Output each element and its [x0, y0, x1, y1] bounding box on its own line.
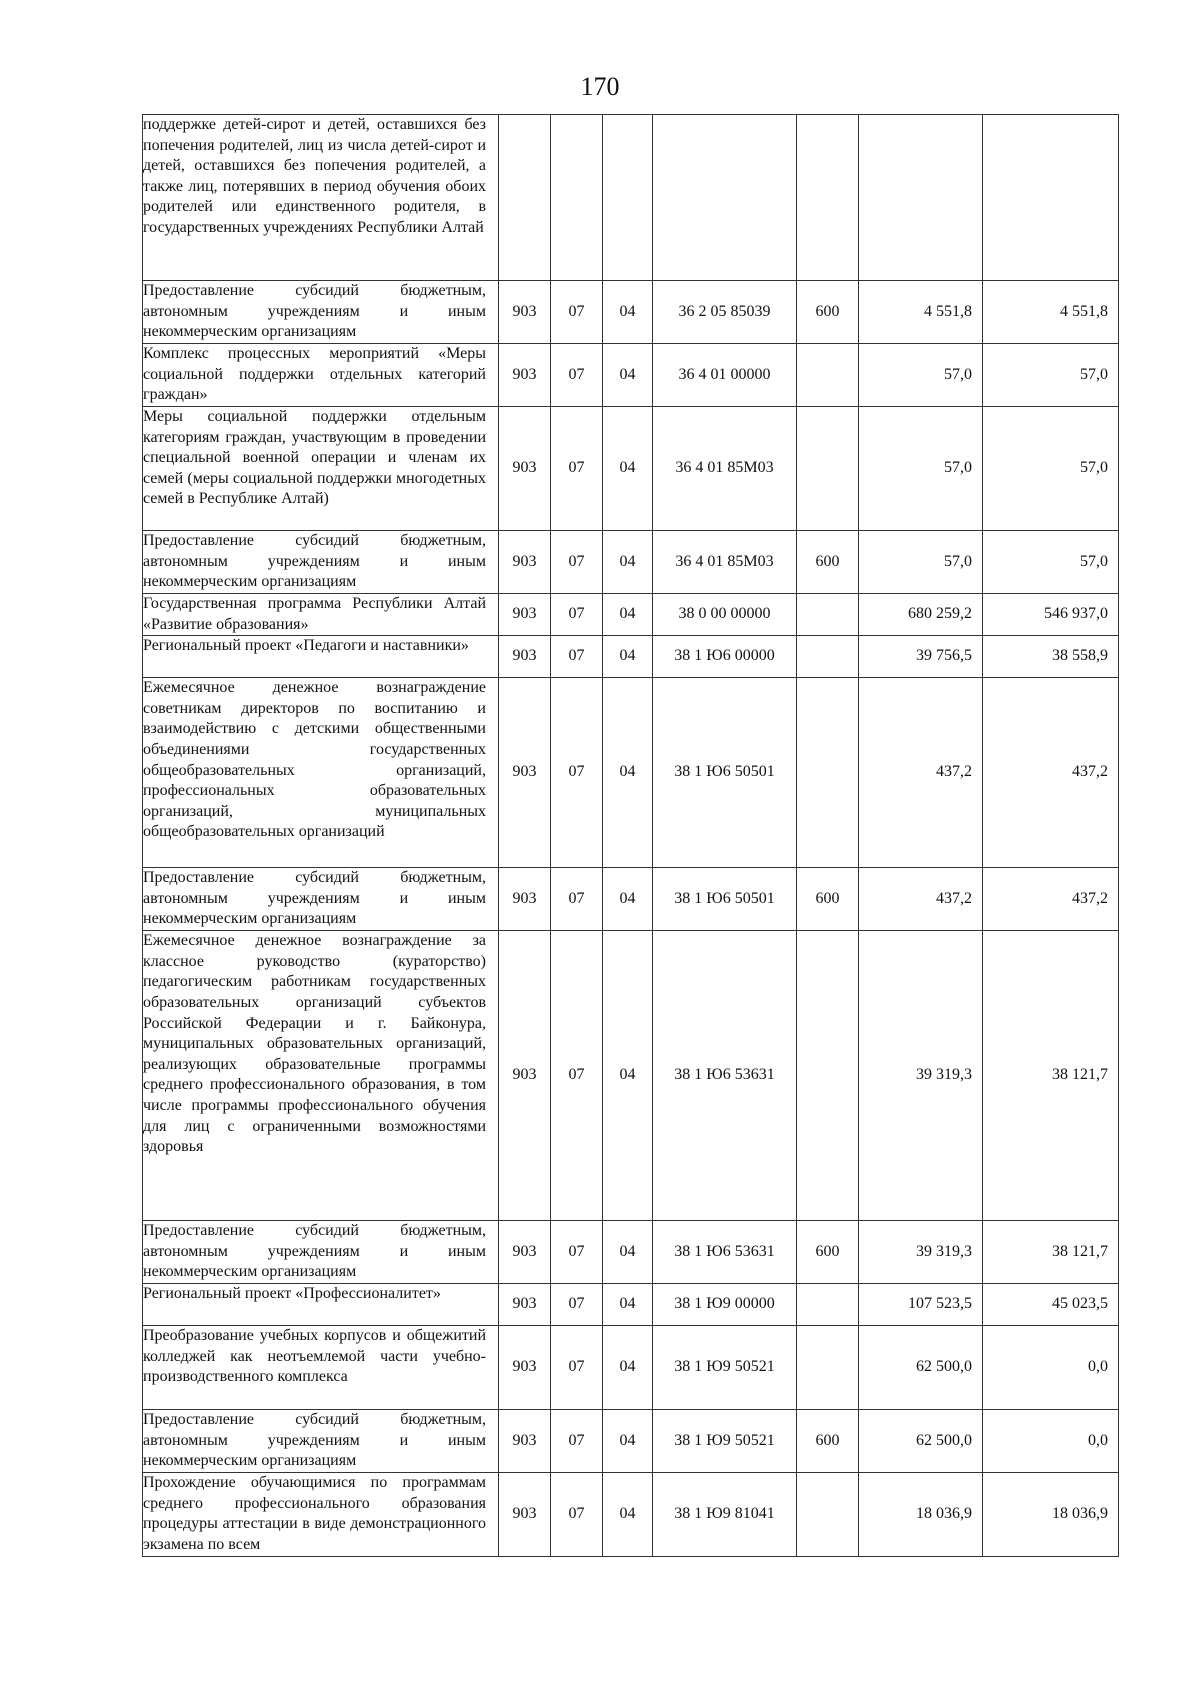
- ministry-cell: 903: [499, 1326, 551, 1410]
- section-cell: 07: [551, 636, 603, 678]
- subsection-cell: 04: [603, 868, 653, 931]
- subsection-cell: 04: [603, 1326, 653, 1410]
- expense-name-cell: [143, 1410, 499, 1473]
- table-row: [143, 531, 1119, 594]
- section-cell: 07: [551, 1473, 603, 1557]
- expense-name-cell: [143, 531, 499, 594]
- ministry-cell: [499, 115, 551, 281]
- subsection-cell: 04: [603, 531, 653, 594]
- expense-name-cell: [143, 868, 499, 931]
- section-cell: 07: [551, 281, 603, 344]
- amount-year-2-cell: 437,2: [983, 678, 1119, 868]
- expense-name-cell: [143, 678, 499, 868]
- target-article-cell: 38 1 Ю6 00000: [653, 636, 797, 678]
- table-row: [143, 1221, 1119, 1284]
- table-row: [143, 1473, 1119, 1557]
- expense-name-cell: [143, 636, 499, 678]
- amount-year-2-cell: 0,0: [983, 1410, 1119, 1473]
- amount-year-2-cell: 546 937,0: [983, 594, 1119, 636]
- ministry-cell: 903: [499, 1473, 551, 1557]
- ministry-cell: 903: [499, 1410, 551, 1473]
- target-article-cell: 38 1 Ю9 50521: [653, 1326, 797, 1410]
- expense-name-text: Ежемесячное денежное вознаграждение советникам директоров по воспитанию и взаимодействию с детскими общественными объединениями государственных общеобразовательных организаций, профессиональных образовательных организаций, муниципальных общеобразовательных организаций: [143, 679, 486, 841]
- table-row: [143, 594, 1119, 636]
- expense-name-cell: [143, 1221, 499, 1284]
- amount-year-1-cell: 107 523,5: [859, 1284, 983, 1326]
- target-article-cell: 38 1 Ю6 50501: [653, 678, 797, 868]
- target-article-cell: 38 1 Ю9 50521: [653, 1410, 797, 1473]
- target-article-cell: [653, 115, 797, 281]
- section-cell: 07: [551, 594, 603, 636]
- ministry-cell: 903: [499, 1284, 551, 1326]
- amount-year-2-cell: 38 558,9: [983, 636, 1119, 678]
- amount-year-1-cell: 57,0: [859, 344, 983, 407]
- expense-type-cell: [797, 1473, 859, 1557]
- ministry-cell: 903: [499, 868, 551, 931]
- expense-name-text: Государственная программа Республики Алтай «Развитие образования»: [143, 595, 486, 633]
- expense-name-cell: [143, 1473, 499, 1557]
- section-cell: [551, 115, 603, 281]
- amount-year-1-cell: 62 500,0: [859, 1410, 983, 1473]
- expense-name-cell: [143, 281, 499, 344]
- expense-name-text: Предоставление субсидий бюджетным, автономным учреждениям и иным некоммерческим организациям: [143, 1222, 486, 1281]
- expense-name-cell: [143, 594, 499, 636]
- expense-name-cell: [143, 931, 499, 1221]
- table-row: [143, 1284, 1119, 1326]
- amount-year-1-cell: 62 500,0: [859, 1326, 983, 1410]
- target-article-cell: 38 0 00 00000: [653, 594, 797, 636]
- expense-type-cell: 600: [797, 281, 859, 344]
- expense-name-text: Региональный проект «Педагоги и наставники»: [143, 637, 469, 655]
- amount-year-2-cell: 38 121,7: [983, 1221, 1119, 1284]
- amount-year-1-cell: 39 319,3: [859, 931, 983, 1221]
- subsection-cell: 04: [603, 678, 653, 868]
- amount-year-2-cell: [983, 115, 1119, 281]
- amount-year-2-cell: 18 036,9: [983, 1473, 1119, 1557]
- target-article-cell: 36 4 01 85М03: [653, 531, 797, 594]
- amount-year-1-cell: 437,2: [859, 868, 983, 931]
- expense-name-text: Ежемесячное денежное вознаграждение за классное руководство (кураторство) педагогическим работникам государственных образовательных организаций субъектов Российской Федерации и г. Байконура, муниципальных образовательных организаций, реализующих образовательные программы среднего профессионального образования, в том числе программы профессионального обучения для лиц с ограниченными возможностями здоровья: [143, 932, 486, 1156]
- ministry-cell: 903: [499, 407, 551, 531]
- ministry-cell: 903: [499, 636, 551, 678]
- table-row: [143, 931, 1119, 1221]
- ministry-cell: 903: [499, 344, 551, 407]
- expense-name-text: поддержке детей-сирот и детей, оставшихся без попечения родителей, лиц из числа детей-сирот и детей, оставшихся без попечения родителей, а также лиц, потерявших в период обучения обоих родителей или единственного родителя, в государственных учреждениях Республики Алтай: [143, 116, 486, 236]
- expense-type-cell: [797, 636, 859, 678]
- expense-name-cell: [143, 1326, 499, 1410]
- target-article-cell: 38 1 Ю9 81041: [653, 1473, 797, 1557]
- target-article-cell: 38 1 Ю6 53631: [653, 1221, 797, 1284]
- ministry-cell: 903: [499, 931, 551, 1221]
- subsection-cell: 04: [603, 281, 653, 344]
- section-cell: 07: [551, 344, 603, 407]
- table-row: [143, 115, 1119, 281]
- table-row: [143, 868, 1119, 931]
- table-row: [143, 344, 1119, 407]
- amount-year-2-cell: 0,0: [983, 1326, 1119, 1410]
- section-cell: 07: [551, 531, 603, 594]
- subsection-cell: 04: [603, 1284, 653, 1326]
- table-row: [143, 678, 1119, 868]
- amount-year-1-cell: 57,0: [859, 407, 983, 531]
- expense-type-cell: [797, 678, 859, 868]
- target-article-cell: 36 4 01 85М03: [653, 407, 797, 531]
- subsection-cell: 04: [603, 1473, 653, 1557]
- expense-name-text: Предоставление субсидий бюджетным, автономным учреждениям и иным некоммерческим организациям: [143, 282, 486, 341]
- section-cell: 07: [551, 1410, 603, 1473]
- expense-name-cell: [143, 344, 499, 407]
- target-article-cell: 38 1 Ю6 53631: [653, 931, 797, 1221]
- expense-name-text: Преобразование учебных корпусов и общежитий колледжей как неотъемлемой части учебно-производственного комплекса: [143, 1327, 486, 1386]
- amount-year-1-cell: 437,2: [859, 678, 983, 868]
- amount-year-1-cell: 680 259,2: [859, 594, 983, 636]
- expense-name-text: Комплекс процессных мероприятий «Меры социальной поддержки отдельных категорий граждан»: [143, 345, 486, 404]
- budget-table: [142, 114, 1119, 1557]
- section-cell: 07: [551, 931, 603, 1221]
- table-body: [143, 115, 1119, 1557]
- section-cell: 07: [551, 1221, 603, 1284]
- ministry-cell: 903: [499, 594, 551, 636]
- subsection-cell: 04: [603, 594, 653, 636]
- amount-year-1-cell: [859, 115, 983, 281]
- subsection-cell: 04: [603, 636, 653, 678]
- expense-type-cell: 600: [797, 1221, 859, 1284]
- ministry-cell: 903: [499, 531, 551, 594]
- expense-name-text: Региональный проект «Профессионалитет»: [143, 1285, 441, 1303]
- amount-year-1-cell: 57,0: [859, 531, 983, 594]
- expense-name-text: Предоставление субсидий бюджетным, автономным учреждениям и иным некоммерческим организациям: [143, 532, 486, 591]
- ministry-cell: 903: [499, 1221, 551, 1284]
- amount-year-2-cell: 4 551,8: [983, 281, 1119, 344]
- table-row: [143, 636, 1119, 678]
- table-row: [143, 407, 1119, 531]
- expense-type-cell: [797, 1326, 859, 1410]
- amount-year-1-cell: 4 551,8: [859, 281, 983, 344]
- table-row: [143, 1326, 1119, 1410]
- expense-type-cell: 600: [797, 531, 859, 594]
- amount-year-2-cell: 437,2: [983, 868, 1119, 931]
- amount-year-2-cell: 38 121,7: [983, 931, 1119, 1221]
- expense-type-cell: [797, 931, 859, 1221]
- expense-name-text: Предоставление субсидий бюджетным, автономным учреждениям и иным некоммерческим организациям: [143, 869, 486, 928]
- amount-year-2-cell: 57,0: [983, 344, 1119, 407]
- target-article-cell: 38 1 Ю6 50501: [653, 868, 797, 931]
- expense-type-cell: [797, 344, 859, 407]
- expense-name-cell: [143, 115, 499, 281]
- section-cell: 07: [551, 1284, 603, 1326]
- expense-name-text: Прохождение обучающимися по программам среднего профессионального образования процедуры аттестации в виде демонстрационного экзамена по всем: [143, 1474, 486, 1553]
- section-cell: 07: [551, 407, 603, 531]
- subsection-cell: 04: [603, 1221, 653, 1284]
- expense-type-cell: [797, 115, 859, 281]
- expense-type-cell: 600: [797, 1410, 859, 1473]
- expense-type-cell: [797, 594, 859, 636]
- table-row: [143, 1410, 1119, 1473]
- amount-year-1-cell: 39 756,5: [859, 636, 983, 678]
- ministry-cell: 903: [499, 281, 551, 344]
- expense-type-cell: 600: [797, 868, 859, 931]
- amount-year-1-cell: 39 319,3: [859, 1221, 983, 1284]
- subsection-cell: 04: [603, 931, 653, 1221]
- amount-year-2-cell: 45 023,5: [983, 1284, 1119, 1326]
- amount-year-2-cell: 57,0: [983, 407, 1119, 531]
- page-number: 170: [580, 72, 620, 101]
- expense-type-cell: [797, 1284, 859, 1326]
- amount-year-1-cell: 18 036,9: [859, 1473, 983, 1557]
- expense-name-text: Меры социальной поддержки отдельным категориям граждан, участвующим в проведении специальной военной операции и членам их семей (меры социальной поддержки многодетных семей в Республике Алтай): [143, 408, 486, 508]
- target-article-cell: 36 4 01 00000: [653, 344, 797, 407]
- subsection-cell: [603, 115, 653, 281]
- target-article-cell: 36 2 05 85039: [653, 281, 797, 344]
- expense-name-text: Предоставление субсидий бюджетным, автономным учреждениям и иным некоммерческим организациям: [143, 1411, 486, 1470]
- expense-name-cell: [143, 407, 499, 531]
- expense-type-cell: [797, 407, 859, 531]
- section-cell: 07: [551, 868, 603, 931]
- section-cell: 07: [551, 678, 603, 868]
- target-article-cell: 38 1 Ю9 00000: [653, 1284, 797, 1326]
- ministry-cell: 903: [499, 678, 551, 868]
- expense-name-cell: [143, 1284, 499, 1326]
- subsection-cell: 04: [603, 1410, 653, 1473]
- table-row: [143, 281, 1119, 344]
- amount-year-2-cell: 57,0: [983, 531, 1119, 594]
- section-cell: 07: [551, 1326, 603, 1410]
- subsection-cell: 04: [603, 407, 653, 531]
- subsection-cell: 04: [603, 344, 653, 407]
